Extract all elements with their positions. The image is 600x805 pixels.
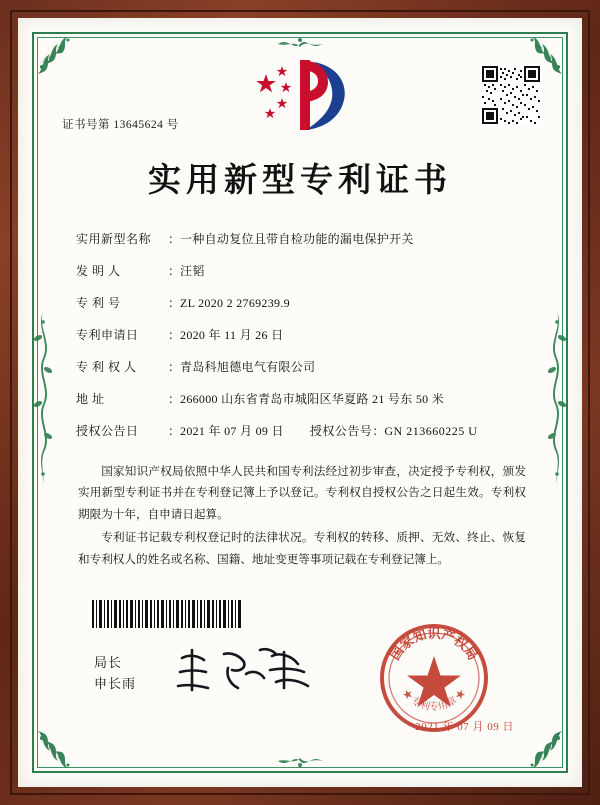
field-row-inventor (76, 265, 528, 277)
handwritten-signature (172, 644, 322, 696)
field-row-address (76, 393, 528, 405)
field-row-patentee (76, 361, 528, 373)
field-label: 授权公告日 (76, 424, 139, 438)
barcode (92, 600, 242, 628)
field-value: 一种自动复位且带自检功能的漏电保护开关 (180, 232, 414, 246)
field-label: 专 利 权 人 (76, 360, 137, 374)
field-colon: ： (168, 424, 181, 438)
field-value-secondary: GN 213660225 U (384, 424, 478, 438)
field-colon: ： (168, 296, 181, 310)
field-value: 2020 年 11 月 26 日 (180, 328, 284, 342)
certificate-paper (18, 18, 582, 787)
vine-ornament-right (546, 308, 568, 493)
page-title: 实用新型专利证书 (148, 163, 452, 199)
signature-name: 申长雨 (94, 676, 137, 692)
field-label-secondary: 授权公告号 (309, 424, 373, 438)
field-colon: ： (168, 328, 181, 342)
cnipa-logo (244, 56, 356, 138)
field-label: 发 明 人 (76, 264, 121, 278)
field-row-application-date (76, 329, 528, 341)
field-colon: ： (168, 232, 181, 246)
field-value: 2021 年 07 月 09 日 (180, 424, 284, 438)
svg-text:★ 专利专用章 ★: ★ 专利专用章 ★ (399, 687, 469, 713)
field-colon: ： (168, 360, 181, 374)
vine-ornament-left (32, 308, 54, 493)
field-colon: ： (372, 424, 385, 438)
svg-text:国家知识产权局: 国家知识产权局 (387, 626, 481, 663)
certificate-header (52, 52, 548, 144)
seal-date: 2021 年 07 月 09 日 (415, 721, 514, 733)
field-row-patent-number (76, 297, 528, 309)
field-row-grant-announcement (76, 425, 528, 437)
field-value: 266000 山东省青岛市城阳区华夏路 21 号东 50 米 (180, 392, 445, 406)
field-colon: ： (168, 392, 181, 406)
field-list (52, 233, 548, 437)
certificate-content (52, 52, 548, 753)
field-value: 汪韬 (180, 264, 205, 278)
signature-title-label: 局长 (94, 655, 123, 670)
field-label: 专利申请日 (76, 328, 139, 342)
legal-paragraph-1: 国家知识产权局依照中华人民共和国专利法经过初步审查，决定授予专利权，颁发实用新型专利证书并在专利登记簿上予以登记。专利权自授权公告之日起生效。专利权期限为十年，自申请日起算。 (78, 465, 526, 521)
field-label: 地 址 (76, 392, 105, 406)
qr-code (480, 64, 542, 126)
signature-block (94, 652, 136, 695)
field-value: 青岛科旭德电气有限公司 (180, 360, 316, 374)
certificate-number: 证书号第 13645624 号 (62, 119, 179, 131)
legal-paragraph-2: 专利证书记载专利权登记时的法律状况。专利权的转移、质押、无效、终止、恢复和专利权人的姓名或名称、国籍、地址变更等事项记载在专利登记簿上。 (78, 531, 526, 566)
field-value: ZL 2020 2 2769239.9 (180, 296, 290, 310)
field-colon: ： (168, 264, 181, 278)
field-label: 专 利 号 (76, 296, 121, 310)
field-label: 实用新型名称 (76, 232, 152, 246)
legal-text (52, 461, 548, 570)
field-row-utility-model-name (76, 233, 528, 245)
